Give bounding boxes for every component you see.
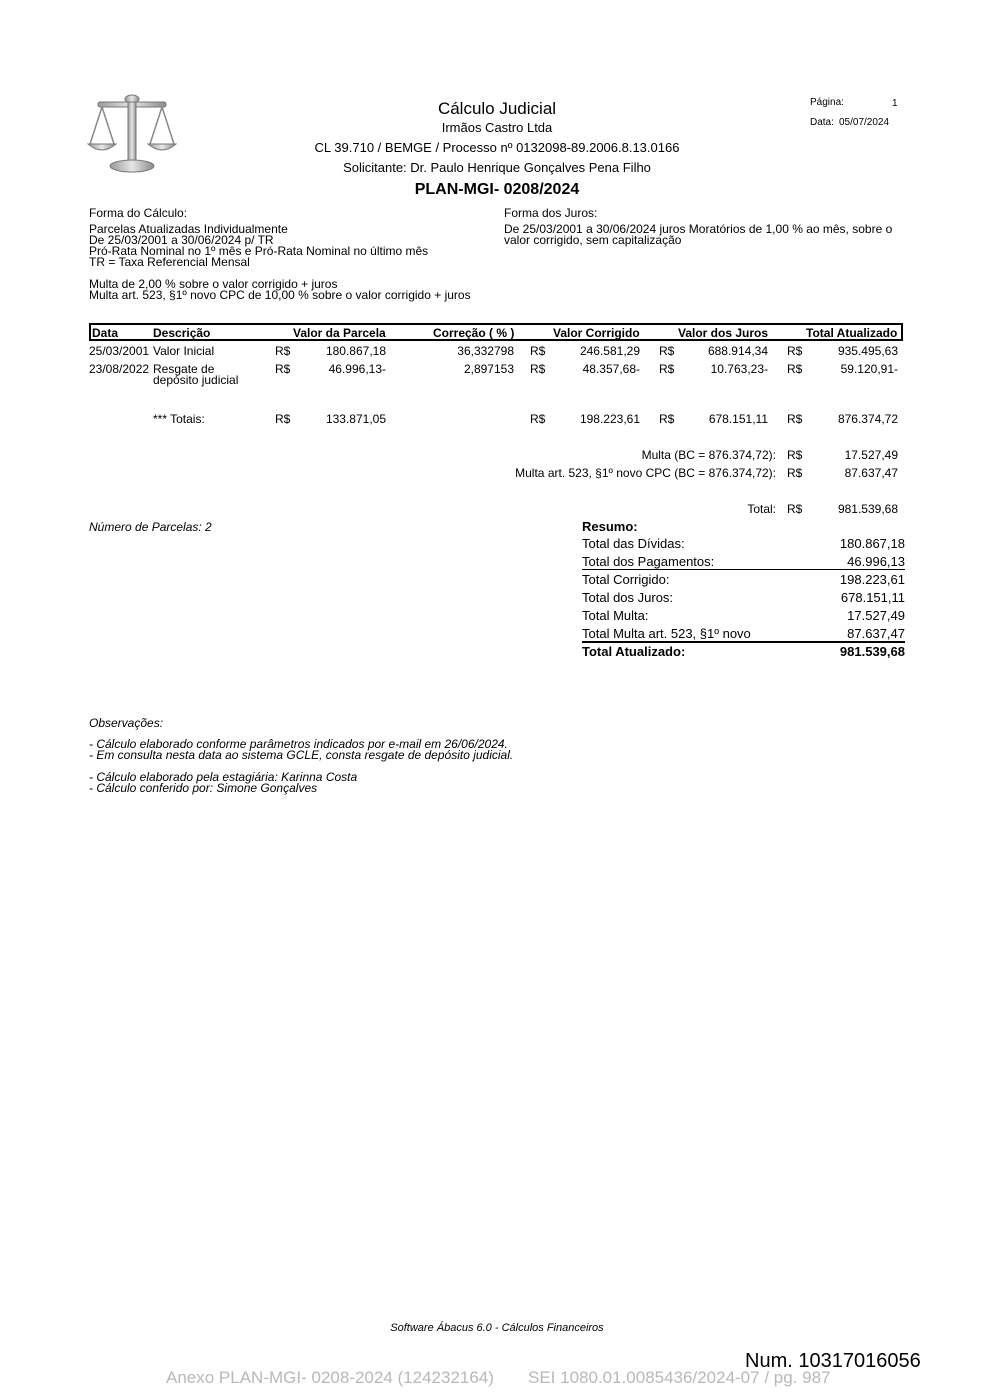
currency-symbol: R$ — [787, 448, 803, 462]
interest-form-line: De 25/03/2001 a 30/06/2024 juros Moratórios de 1,00 % ao mês, sobre o — [504, 222, 893, 236]
currency-symbol: R$ — [530, 412, 546, 426]
col-header-description: Descrição — [153, 326, 211, 340]
currency-symbol: R$ — [530, 344, 546, 358]
process-number: CL 39.710 / BEMGE / Processo nº 0132098-89.2006.8.13.0166 — [314, 140, 680, 155]
summary-label: Total dos Juros: — [582, 590, 674, 605]
table-header — [89, 323, 903, 341]
totals-updated-total: 876.374,72 — [837, 412, 898, 426]
divider — [582, 569, 905, 570]
currency-symbol: R$ — [275, 344, 291, 358]
row-corrected-value: 246.581,29 — [579, 344, 640, 358]
calc-form-line: Pró-Rata Nominal no 1º mês e Pró-Rata Nominal no último mês — [89, 244, 429, 258]
observation-line: - Em consulta nesta data ao sistema GCLE, consta resgate de depósito judicial. — [89, 748, 514, 762]
row-date: 25/03/2001 — [89, 344, 150, 358]
divider — [582, 641, 905, 643]
summary-value: 678.151,11 — [840, 590, 905, 605]
row-correction: 2,897153 — [463, 362, 514, 376]
summary-value: 46.996,13 — [847, 554, 905, 569]
totals-installment-value: 133.871,05 — [325, 412, 386, 426]
currency-symbol: R$ — [787, 466, 803, 480]
calc-form-line: De 25/03/2001 a 30/06/2024 p/ TR — [89, 233, 274, 247]
observation-line: - Cálculo conferido por: Simone Gonçalves — [89, 781, 318, 795]
calc-form-line: TR = Taxa Referencial Mensal — [89, 255, 250, 269]
row-updated-total: 59.120,91- — [840, 362, 898, 376]
document-title: Cálculo Judicial — [437, 99, 557, 118]
observations-title: Observações: — [89, 716, 164, 730]
observations-block-2 — [89, 772, 357, 794]
fine-value: 17.527,49 — [844, 448, 898, 462]
date-label: Data: — [810, 117, 834, 128]
summary-value: 198.223,61 — [839, 572, 905, 587]
requester: Solicitante: Dr. Paulo Henrique Gonçalves Pena Filho — [343, 160, 651, 175]
currency-symbol: R$ — [787, 362, 803, 376]
document-number: Num. 10317016056 — [745, 1350, 921, 1372]
grand-total-label: Total: — [747, 502, 776, 516]
row-updated-total: 935.495,63 — [837, 344, 898, 358]
summary-final-value: 981.539,68 — [839, 644, 905, 659]
col-header-interest-value: Valor dos Juros — [678, 326, 769, 340]
col-header-date: Data — [92, 326, 119, 340]
row-correction: 36,332798 — [457, 344, 514, 358]
row-date: 23/08/2022 — [89, 362, 150, 376]
company-name: Irmãos Castro Ltda — [441, 120, 553, 135]
fine-details — [89, 279, 471, 301]
fine-line: Multa de 2,00 % sobre o valor corrigido + juros — [89, 277, 338, 291]
currency-symbol: R$ — [659, 412, 675, 426]
currency-symbol: R$ — [659, 362, 675, 376]
plan-code: PLAN-MGI- 0208/2024 — [414, 181, 580, 198]
summary-label: Total das Dívidas: — [582, 536, 685, 551]
date-value: 05/07/2024 — [839, 117, 890, 128]
interest-form-label: Forma dos Juros: — [504, 206, 598, 220]
summary-title: Resumo: — [582, 519, 638, 534]
row-interest-value: 688.914,34 — [707, 344, 768, 358]
totals-label: *** Totais: — [153, 412, 205, 426]
summary-value: 17.527,49 — [847, 608, 905, 623]
row-corrected-value: 48.357,68- — [582, 362, 640, 376]
row-installment-value: 180.867,18 — [325, 344, 386, 358]
totals-corrected-value: 198.223,61 — [579, 412, 640, 426]
interest-form-line: valor corrigido, sem capitalização — [504, 233, 682, 247]
fine-label: Multa (BC = 876.374,72): — [641, 448, 776, 462]
row-interest-value: 10.763,23- — [710, 362, 768, 376]
summary-final-label: Total Atualizado: — [582, 644, 686, 659]
page-label: Página: — [810, 97, 844, 108]
currency-symbol: R$ — [787, 502, 803, 516]
calc-form-details — [89, 224, 428, 268]
observation-line: - Cálculo elaborado pela estagiária: Karinna Costa — [89, 770, 358, 784]
summary-label: Total Corrigido: — [582, 572, 670, 587]
observations-block-1 — [89, 739, 513, 761]
fine-cpc-label: Multa art. 523, §1º novo CPC (BC = 876.374,72): — [515, 466, 776, 480]
summary-value: 180.867,18 — [839, 536, 905, 551]
col-header-corrected-value: Valor Corrigido — [553, 326, 640, 340]
currency-symbol: R$ — [530, 362, 546, 376]
summary-label: Total Multa art. 523, §1º novo — [582, 626, 751, 641]
row-description: Valor Inicial — [153, 344, 215, 358]
col-header-correction: Correção ( % ) — [433, 326, 515, 340]
col-header-installment-value: Valor da Parcela — [293, 326, 386, 340]
col-header-updated-total: Total Atualizado — [806, 326, 898, 340]
currency-symbol: R$ — [787, 412, 803, 426]
row-description: Resgate de — [153, 362, 215, 376]
grand-total-value: 981.539,68 — [837, 502, 898, 516]
sei-reference: SEI 1080.01.0085436/2024-07 / pg. 987 — [528, 1368, 831, 1387]
calc-form-label: Forma do Cálculo: — [89, 206, 188, 220]
installments-count: Número de Parcelas: 2 — [89, 520, 212, 534]
summary-label: Total Multa: — [582, 608, 649, 623]
fine-line: Multa art. 523, §1º novo CPC de 10,00 % sobre o valor corrigido + juros — [89, 288, 471, 302]
row-description-cont: depósito judicial — [153, 373, 239, 387]
row-installment-value: 46.996,13- — [328, 362, 386, 376]
currency-symbol: R$ — [275, 362, 291, 376]
annex-reference: Anexo PLAN-MGI- 0208-2024 (124232164) — [166, 1368, 494, 1387]
observation-line: - Cálculo elaborado conforme parâmetros indicados por e-mail em 26/06/2024. — [89, 737, 508, 751]
calc-form-line: Parcelas Atualizadas Individualmente — [89, 222, 288, 236]
interest-form-details — [504, 224, 892, 246]
software-credit: Software Ábacus 6.0 - Cálculos Financeiros — [390, 1322, 604, 1334]
currency-symbol: R$ — [275, 412, 291, 426]
currency-symbol: R$ — [787, 344, 803, 358]
summary-value: 87.637,47 — [847, 626, 905, 641]
summary-label: Total dos Pagamentos: — [582, 554, 715, 569]
fine-cpc-value: 87.637,47 — [844, 466, 898, 480]
currency-symbol: R$ — [659, 344, 675, 358]
scales-of-justice-icon — [86, 94, 178, 174]
totals-interest-value: 678.151,11 — [708, 412, 768, 426]
page-number: 1 — [892, 98, 898, 109]
